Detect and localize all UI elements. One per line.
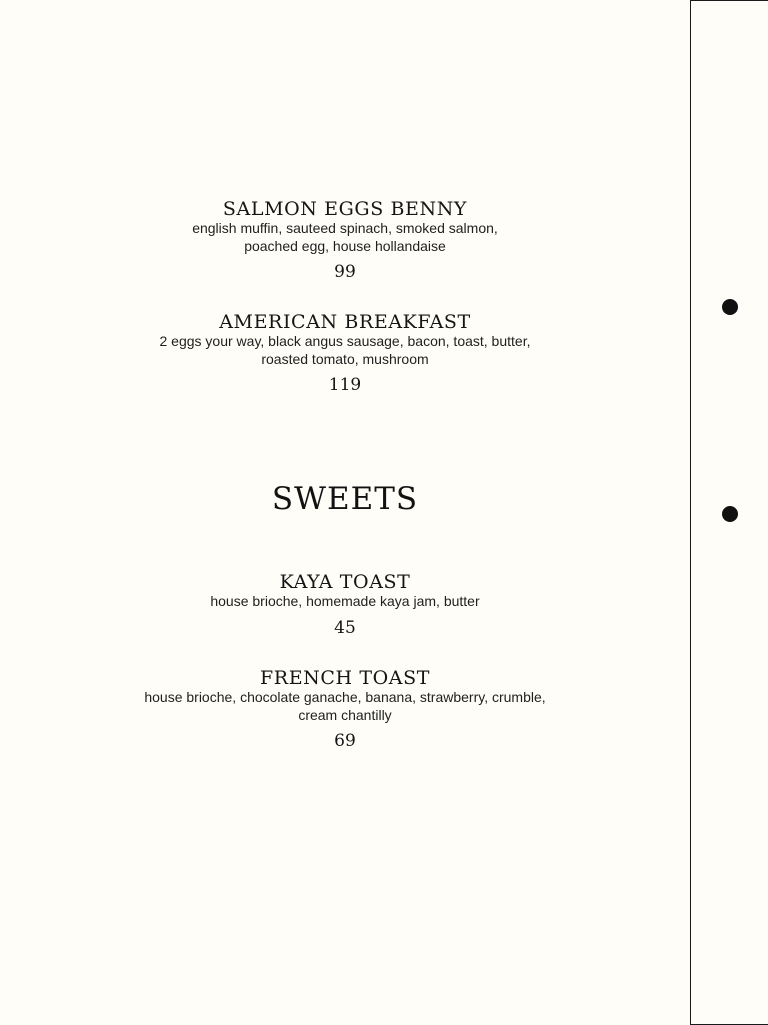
menu-item-american-breakfast [0,311,690,395]
item-price: 69 [334,731,356,751]
item-description [0,689,690,724]
section-title-sweets: SWEETS [271,481,419,517]
menu-item-french-toast [0,667,690,751]
item-description-line: english muffin, sauteed spinach, smoked salmon, [192,220,498,236]
item-description-line: 2 eggs your way, black angus sausage, bacon, toast, butter, [159,333,531,349]
item-description-line: cream chantilly [298,706,392,723]
item-name: FRENCH TOAST [260,667,430,689]
binder-hole [722,299,738,315]
item-description-line: roasted tomato, mushroom [261,350,429,367]
item-description [0,333,690,368]
item-description-line: poached egg, house hollandaise [244,237,446,254]
binder-hole [722,506,738,522]
item-price: 99 [334,262,356,282]
item-description-line: house brioche, homemade kaya jam, butter [210,593,480,609]
item-description [0,220,690,255]
menu-item-salmon-eggs-benny [0,198,690,282]
item-name: KAYA TOAST [279,571,411,593]
item-name: SALMON EGGS BENNY [222,198,468,220]
item-price: 45 [334,617,356,638]
item-name: AMERICAN BREAKFAST [219,311,471,333]
menu-item-kaya-toast [0,571,690,638]
item-description [0,593,690,611]
item-price: 119 [328,375,362,395]
item-description-line: house brioche, chocolate ganache, banana, strawberry, crumble, [144,689,546,705]
binder-strip [690,0,768,1025]
